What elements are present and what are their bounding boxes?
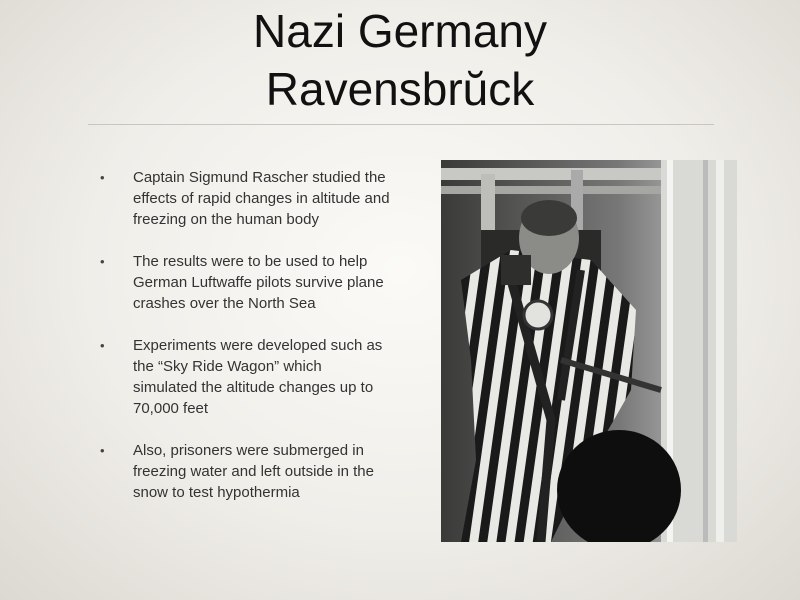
historical-photo xyxy=(441,160,737,542)
photo-illustration xyxy=(441,160,737,542)
bullet-marker: • xyxy=(100,338,105,353)
title-line-1: Nazi Germany xyxy=(253,5,547,57)
bullet-list xyxy=(100,167,390,524)
title-line-2: Ravensbrŭck xyxy=(265,63,535,115)
bullet-text: Also, prisoners were submerged in freezing water and left outside in the snow to test hypothermia xyxy=(133,442,374,501)
title-divider xyxy=(88,124,714,125)
bullet-item xyxy=(100,251,390,314)
bullet-text: Experiments were developed such as the “Sky Ride Wagon” which simulated the altitude changes up to 70,000 feet xyxy=(133,337,383,417)
bullet-item xyxy=(100,167,390,230)
bullet-item xyxy=(100,335,390,419)
slide-title xyxy=(0,2,800,118)
bullet-text: Captain Sigmund Rascher studied the effects of rapid changes in altitude and freezing on the human body xyxy=(133,169,390,228)
bullet-marker: • xyxy=(100,170,105,185)
bullet-text: The results were to be used to help German Luftwaffe pilots survive plane crashes over the North Sea xyxy=(133,253,384,312)
bullet-item xyxy=(100,440,390,503)
bullet-marker: • xyxy=(100,254,105,269)
bullet-marker: • xyxy=(100,443,105,458)
